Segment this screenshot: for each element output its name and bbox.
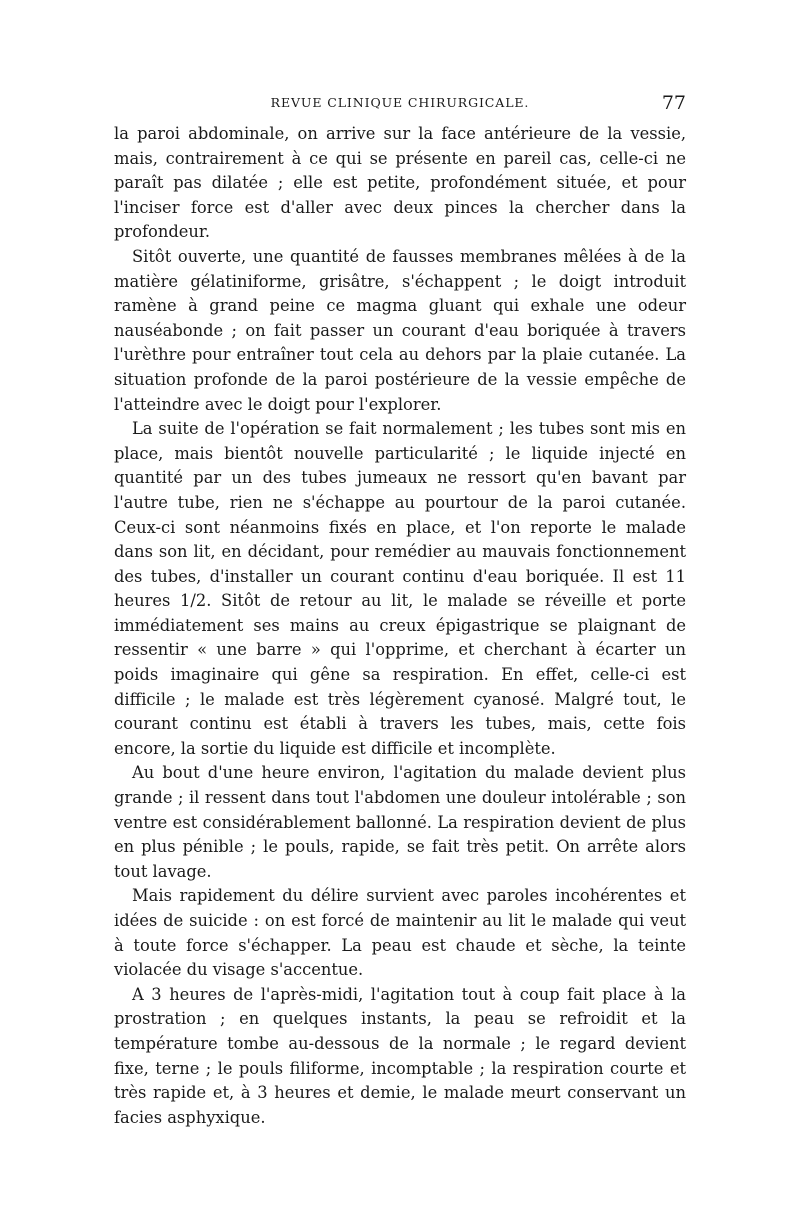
running-title: REVUE CLINIQUE CHIRURGICALE. <box>270 95 530 110</box>
paragraph: Sitôt ouverte, une quantité de fausses membranes mêlées à de la matière gélatiniforme, grisâtre, s'échappent ; le doigt introduit ramène à grand peine ce magma gluant qui exhale une odeur nauséabonde ; on fait passer un courant d'eau boriquée à travers l'urèthre pour entraîner tout cela au dehors par la plaie cutanée. La situation profonde de la paroi postérieure de la vessie empêche de l'atteindre avec le doigt pour l'explorer. <box>114 246 686 414</box>
paragraph: Mais rapidement du délire survient avec paroles incohérentes et idées de suicide : on est forcé de maintenir au lit le malade qui veut à toute force s'échapper. La peau est chaude et sèche, la teinte violacée du visage s'accentue. <box>114 886 686 980</box>
running-head <box>114 92 686 122</box>
paragraph-continuation: la paroi abdominale, on arrive sur la face antérieure de la vessie, mais, contrairement à ce qui se présente en pareil cas, celle-ci ne paraît pas dilatée ; elle est petite, profondément située, et pour l'inciser force est d'aller avec deux pinces la chercher dans la profondeur. <box>114 124 686 242</box>
paragraph: A 3 heures de l'après-midi, l'agitation tout à coup fait place à la prostration ; en quelques instants, la peau se refroidit et la température tombe au-dessous de la normale ; le regard devient fixe, terne ; le pouls filiforme, incomptable ; la respiration courte et très rapide et, à 3 heures et demie, le malade meurt conservant un facies asphyxique. <box>114 984 686 1127</box>
paragraph: Au bout d'une heure environ, l'agitation du malade devient plus grande ; il ressent dans tout l'abdomen une douleur intolérable ; son ventre est considérablement ballonné. La respiration devient de plus en plus pénible ; le pouls, rapide, se fait très petit. On arrête alors tout lavage. <box>114 763 686 881</box>
body-text <box>114 122 686 1130</box>
paragraph: La suite de l'opération se fait normalement ; les tubes sont mis en place, mais bientôt nouvelle particularité ; le liquide injecté en quantité par un des tubes jumeaux ne ressort qu'en bavant par l'autre tube, rien ne s'échappe au pourtour de la paroi cutanée. Ceux-ci sont néanmoins fixés en place, et l'on reporte le malade dans son lit, en décidant, pour remédier au mauvais fonctionnement des tubes, d'installer un courant continu d'eau boriquée. Il est 11 heures 1/2. Sitôt de retour au lit, le malade se réveille et porte immédiatement ses mains au creux épigastrique se plaignant de ressentir « une barre » qui l'opprime, et cherchant à écarter un poids imaginaire qui gêne sa respiration. En effet, celle-ci est difficile ; le malade est très légèrement cyanosé. Malgré tout, le courant continu est établi à travers les tubes, mais, cette fois encore, la sortie du liquide est difficile et incomplète. <box>114 419 686 758</box>
book-page <box>114 92 686 1130</box>
page-number: 77 <box>661 92 686 114</box>
